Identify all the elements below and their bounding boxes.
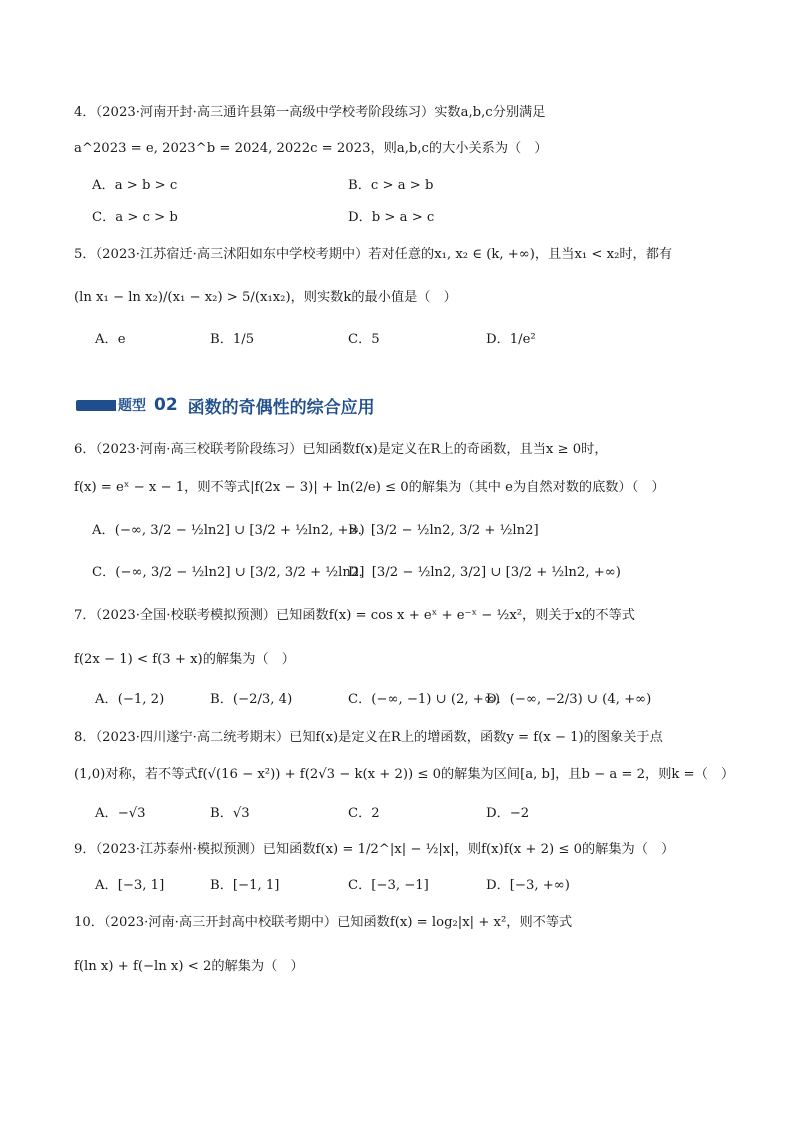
question-4-option-c: C．a > c > b — [92, 210, 178, 225]
question-6-option-c: C．(−∞, 3/2 − ½ln2] ∪ [3/2, 3/2 + ½ln2] — [92, 565, 365, 580]
question-5-option-a: A．e — [95, 332, 126, 347]
question-7-line-2: f(2x − 1) < f(3 + x)的解集为（ ） — [74, 652, 295, 667]
question-5-option-d: D．1/e² — [486, 332, 536, 347]
question-6-option-d: D．[3/2 − ½ln2, 3/2] ∪ [3/2 + ½ln2, +∞) — [348, 565, 621, 580]
question-6-line-1: 6．（2023·河南·高三校联考阶段练习）已知函数f(x)是定义在R上的奇函数，且当x ≥ 0时， — [74, 442, 608, 457]
question-10-line-1: 10．（2023·河南·高三开封高中校联考期中）已知函数f(x) = log₂|x| + x²，则不等式 — [74, 915, 573, 930]
question-9-option-a: A．[−3, 1] — [95, 878, 165, 893]
question-4-line-2: a^2023 = e, 2023^b = 2024, 2022c = 2023，则a,b,c的大小关系为（ ） — [74, 141, 548, 156]
section-bar — [76, 400, 116, 411]
question-6-line-2: f(x) = eˣ − x − 1，则不等式|f(2x − 3)| + ln(2/e) ≤ 0的解集为（其中 e为自然对数的底数）（ ） — [74, 480, 665, 495]
question-9-option-d: D．[−3, +∞) — [486, 878, 570, 893]
question-5-option-b: B．1/5 — [210, 332, 255, 347]
question-8-line-1: 8．（2023·四川遂宁·高二统考期末）已知f(x)是定义在R上的增函数，函数y = f(x − 1)的图象关于点 — [74, 730, 663, 745]
question-9-option-c: C．[−3, −1] — [348, 878, 429, 893]
question-7-option-b: B．(−2/3, 4) — [210, 692, 293, 707]
question-7-option-d: D．(−∞, −2/3) ∪ (4, +∞) — [486, 692, 652, 707]
question-7-line-1: 7．（2023·全国·校联考模拟预测）已知函数f(x) = cos x + eˣ + e⁻ˣ − ½x²，则关于x的不等式 — [74, 608, 635, 623]
question-5-option-c: C．5 — [348, 332, 380, 347]
question-4-line-1: 4．（2023·河南开封·高三通许县第一高级中学校考阶段练习）实数a,b,c分别满足 — [74, 105, 546, 120]
question-6-option-a: A．(−∞, 3/2 − ½ln2] ∪ [3/2 + ½ln2, +∞) — [92, 523, 365, 538]
question-5-line-2: (ln x₁ − ln x₂)/(x₁ − x₂) > 5/(x₁x₂)，则实数k的最小值是（ ） — [74, 290, 457, 305]
question-9-option-b: B．[−1, 1] — [210, 878, 280, 893]
question-7-option-c: C．(−∞, −1) ∪ (2, +∞) — [348, 692, 500, 707]
question-5-line-1: 5．（2023·江苏宿迁·高三沭阳如东中学校考期中）若对任意的x₁, x₂ ∈ (k, +∞)，且当x₁ < x₂时，都有 — [74, 247, 673, 262]
question-4-option-b: B．c > a > b — [348, 178, 434, 193]
section-title: 函数的奇偶性的综合应用 — [187, 397, 375, 418]
question-6-option-b: B．[3/2 − ½ln2, 3/2 + ½ln2] — [348, 523, 539, 538]
section-number: 02 — [154, 395, 178, 415]
question-8-option-a: A．−√3 — [95, 806, 146, 821]
question-7-option-a: A．(−1, 2) — [95, 692, 165, 707]
question-4-option-a: A．a > b > c — [92, 178, 178, 193]
section-heading — [76, 393, 375, 417]
question-8-option-c: C．2 — [348, 806, 380, 821]
question-4-option-d: D．b > a > c — [348, 210, 435, 225]
question-8-option-d: D．−2 — [486, 806, 530, 821]
question-8-option-b: B．√3 — [210, 806, 250, 821]
question-8-line-2: (1,0)对称，若不等式f(√(16 − x²)) + f(2√3 − k(x + 2)) ≤ 0的解集为区间[a, b]，且b − a = 2，则k =（ ） — [74, 767, 735, 782]
question-10-line-2: f(ln x) + f(−ln x) < 2的解集为（ ） — [74, 959, 304, 974]
question-9-line-1: 9．（2023·江苏泰州·模拟预测）已知函数f(x) = 1/2^|x| − ½|x|，则f(x)f(x + 2) ≤ 0的解集为（ ） — [74, 842, 675, 857]
section-kind: 题型 — [118, 398, 146, 414]
